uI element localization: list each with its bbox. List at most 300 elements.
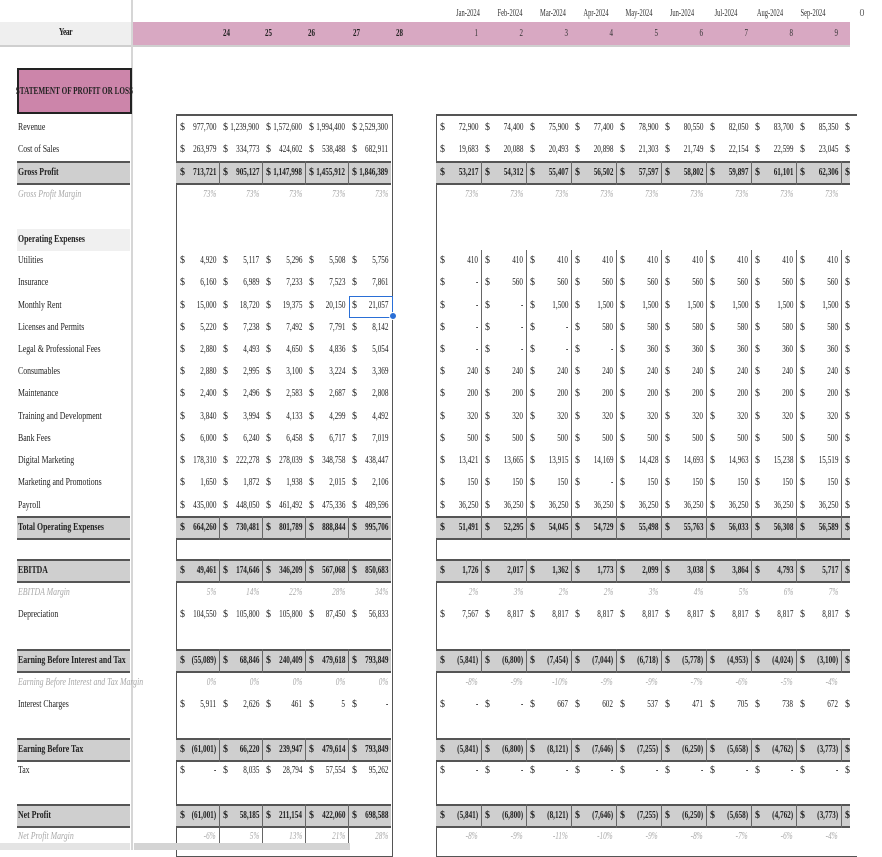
annual-cell-digital-marketing[interactable] [349,450,391,472]
annual-cell-net-profit-margin[interactable] [349,826,391,848]
statement-title[interactable] [17,68,132,114]
monthly-cell-payroll[interactable] [572,495,616,517]
monthly-cell-cost-of-sales[interactable] [662,139,706,161]
monthly-cell-partial[interactable] [842,472,852,494]
monthly-cell-consumables[interactable] [662,361,706,383]
monthly-cell-ebit[interactable] [797,650,841,672]
monthly-cell-ebitda-margin[interactable] [662,582,706,604]
annual-cell-monthly-rent[interactable] [177,295,219,317]
monthly-cell-partial[interactable] [842,517,852,539]
monthly-cell-monthly-rent[interactable] [662,295,706,317]
monthly-cell-gross-profit-margin[interactable] [752,184,796,206]
monthly-cell-marketing-promotions[interactable] [617,472,661,494]
monthly-cell-tax[interactable] [662,760,706,782]
annual-cell-legal-professional[interactable] [220,339,262,361]
monthly-cell-tax[interactable] [437,760,481,782]
monthly-cell-ebt[interactable] [437,739,481,761]
annual-cell-bank-fees[interactable] [306,428,348,450]
monthly-cell-ebitda[interactable] [527,560,571,582]
monthly-cell-net-profit-margin[interactable] [572,826,616,848]
annual-cell-licenses-permits[interactable] [177,317,219,339]
annual-cell-ebt[interactable] [349,739,391,761]
monthly-cell-bank-fees[interactable] [527,428,571,450]
monthly-cell-partial[interactable] [842,495,852,517]
annual-cell-gross-profit-margin[interactable] [349,184,391,206]
annual-cell-training[interactable] [263,406,305,428]
monthly-cell-net-profit[interactable] [617,805,661,827]
monthly-cell-monthly-rent[interactable] [572,295,616,317]
monthly-cell-maintenance[interactable] [662,383,706,405]
annual-cell-maintenance[interactable] [306,383,348,405]
monthly-cell-bank-fees[interactable] [437,428,481,450]
monthly-cell-total-opex[interactable] [527,517,571,539]
monthly-cell-ebitda[interactable] [752,560,796,582]
row-label-ebit[interactable] [18,650,130,672]
monthly-cell-cost-of-sales[interactable] [617,139,661,161]
annual-cell-digital-marketing[interactable] [220,450,262,472]
annual-cell-bank-fees[interactable] [263,428,305,450]
annual-cell-ebitda-margin[interactable] [220,582,262,604]
monthly-cell-tax[interactable] [527,760,571,782]
monthly-cell-partial[interactable] [842,272,852,294]
monthly-cell-interest[interactable] [752,694,796,716]
monthly-cell-insurance[interactable] [437,272,481,294]
monthly-cell-partial[interactable] [842,450,852,472]
monthly-cell-depreciation[interactable] [572,604,616,626]
monthly-cell-consumables[interactable] [617,361,661,383]
annual-cell-legal-professional[interactable] [306,339,348,361]
monthly-cell-legal-professional[interactable] [437,339,481,361]
monthly-cell-interest[interactable] [527,694,571,716]
row-label-gross-profit-margin[interactable] [18,184,130,206]
annual-cell-maintenance[interactable] [177,383,219,405]
monthly-cell-net-profit-margin[interactable] [752,826,796,848]
monthly-cell-ebt[interactable] [662,739,706,761]
monthly-cell-partial[interactable] [842,383,852,405]
monthly-cell-licenses-permits[interactable] [572,317,616,339]
monthly-cell-ebt[interactable] [572,739,616,761]
annual-cell-marketing-promotions[interactable] [177,472,219,494]
monthly-cell-cost-of-sales[interactable] [482,139,526,161]
annual-cell-net-profit[interactable] [306,805,348,827]
frozen-pane-divider[interactable] [131,0,133,850]
row-label-cost-of-sales[interactable] [18,139,130,161]
annual-cell-consumables[interactable] [306,361,348,383]
monthly-cell-utilities[interactable] [707,250,751,272]
annual-cell-gross-profit-margin[interactable] [306,184,348,206]
monthly-cell-net-profit[interactable] [527,805,571,827]
row-label-net-profit[interactable] [18,805,130,827]
annual-cell-ebitda-margin[interactable] [177,582,219,604]
annual-cell-ebit[interactable] [177,650,219,672]
monthly-cell-consumables[interactable] [437,361,481,383]
monthly-cell-digital-marketing[interactable] [482,450,526,472]
monthly-cell-utilities[interactable] [572,250,616,272]
monthly-cell-ebit[interactable] [662,650,706,672]
monthly-cell-payroll[interactable] [797,495,841,517]
row-label-total-opex[interactable] [18,517,130,539]
annual-cell-monthly-rent[interactable] [220,295,262,317]
monthly-cell-ebt[interactable] [752,739,796,761]
monthly-cell-ebitda-margin[interactable] [527,582,571,604]
monthly-cell-gross-profit[interactable] [707,162,751,184]
monthly-cell-partial[interactable] [842,139,852,161]
monthly-cell-ebitda[interactable] [662,560,706,582]
monthly-cell-ebit[interactable] [482,650,526,672]
monthly-cell-marketing-promotions[interactable] [752,472,796,494]
annual-cell-cost-of-sales[interactable] [177,139,219,161]
monthly-cell-ebit[interactable] [707,650,751,672]
monthly-cell-monthly-rent[interactable] [527,295,571,317]
annual-cell-consumables[interactable] [177,361,219,383]
monthly-cell-cost-of-sales[interactable] [752,139,796,161]
monthly-cell-gross-profit[interactable] [527,162,571,184]
annual-cell-revenue[interactable] [306,117,348,139]
monthly-cell-depreciation[interactable] [662,604,706,626]
monthly-cell-revenue[interactable] [437,117,481,139]
monthly-cell-monthly-rent[interactable] [437,295,481,317]
monthly-cell-total-opex[interactable] [482,517,526,539]
monthly-cell-monthly-rent[interactable] [752,295,796,317]
monthly-cell-ebitda[interactable] [482,560,526,582]
annual-cell-cost-of-sales[interactable] [349,139,391,161]
monthly-cell-training[interactable] [752,406,796,428]
monthly-cell-partial[interactable] [842,295,852,317]
annual-cell-legal-professional[interactable] [263,339,305,361]
monthly-cell-cost-of-sales[interactable] [437,139,481,161]
monthly-cell-interest[interactable] [797,694,841,716]
monthly-cell-marketing-promotions[interactable] [707,472,751,494]
annual-cell-depreciation[interactable] [306,604,348,626]
monthly-cell-ebit-margin[interactable] [572,672,616,694]
monthly-cell-licenses-permits[interactable] [617,317,661,339]
annual-cell-consumables[interactable] [349,361,391,383]
monthly-cell-net-profit[interactable] [707,805,751,827]
monthly-cell-training[interactable] [662,406,706,428]
monthly-cell-bank-fees[interactable] [617,428,661,450]
annual-cell-gross-profit[interactable] [349,162,391,184]
monthly-cell-licenses-permits[interactable] [707,317,751,339]
monthly-cell-monthly-rent[interactable] [482,295,526,317]
horizontal-scrollbar[interactable] [134,843,350,850]
annual-cell-payroll[interactable] [263,495,305,517]
annual-cell-utilities[interactable] [220,250,262,272]
row-label-ebitda[interactable] [18,560,130,582]
monthly-cell-net-profit[interactable] [482,805,526,827]
monthly-cell-maintenance[interactable] [707,383,751,405]
annual-cell-cost-of-sales[interactable] [306,139,348,161]
monthly-cell-cost-of-sales[interactable] [707,139,751,161]
monthly-cell-gross-profit[interactable] [797,162,841,184]
annual-cell-interest[interactable] [349,694,391,716]
monthly-cell-gross-profit-margin[interactable] [662,184,706,206]
annual-cell-ebit[interactable] [349,650,391,672]
monthly-cell-tax[interactable] [752,760,796,782]
monthly-cell-net-profit[interactable] [437,805,481,827]
monthly-cell-payroll[interactable] [752,495,796,517]
annual-cell-ebit-margin[interactable] [263,672,305,694]
annual-cell-ebitda[interactable] [177,560,219,582]
monthly-cell-legal-professional[interactable] [617,339,661,361]
annual-cell-cost-of-sales[interactable] [263,139,305,161]
annual-cell-revenue[interactable] [263,117,305,139]
monthly-cell-insurance[interactable] [572,272,616,294]
annual-cell-ebit-margin[interactable] [177,672,219,694]
monthly-cell-partial[interactable] [842,361,852,383]
monthly-cell-ebitda-margin[interactable] [482,582,526,604]
annual-cell-total-opex[interactable] [349,517,391,539]
monthly-cell-partial[interactable] [842,760,852,782]
monthly-cell-legal-professional[interactable] [752,339,796,361]
annual-cell-gross-profit[interactable] [220,162,262,184]
monthly-cell-legal-professional[interactable] [707,339,751,361]
monthly-cell-gross-profit-margin[interactable] [437,184,481,206]
annual-cell-training[interactable] [220,406,262,428]
annual-cell-ebit-margin[interactable] [306,672,348,694]
monthly-cell-partial[interactable] [842,317,852,339]
monthly-cell-digital-marketing[interactable] [797,450,841,472]
monthly-cell-net-profit-margin[interactable] [662,826,706,848]
monthly-cell-utilities[interactable] [482,250,526,272]
monthly-cell-maintenance[interactable] [437,383,481,405]
monthly-cell-ebit-margin[interactable] [437,672,481,694]
monthly-cell-insurance[interactable] [797,272,841,294]
monthly-cell-total-opex[interactable] [617,517,661,539]
monthly-cell-revenue[interactable] [797,117,841,139]
monthly-cell-net-profit-margin[interactable] [527,826,571,848]
monthly-cell-marketing-promotions[interactable] [482,472,526,494]
annual-cell-ebitda-margin[interactable] [349,582,391,604]
monthly-cell-ebt[interactable] [482,739,526,761]
monthly-cell-cost-of-sales[interactable] [797,139,841,161]
annual-cell-tax[interactable] [349,760,391,782]
annual-cell-payroll[interactable] [220,495,262,517]
monthly-cell-ebt[interactable] [797,739,841,761]
monthly-cell-gross-profit-margin[interactable] [527,184,571,206]
monthly-cell-payroll[interactable] [437,495,481,517]
annual-cell-ebit[interactable] [263,650,305,672]
annual-cell-digital-marketing[interactable] [306,450,348,472]
monthly-cell-licenses-permits[interactable] [752,317,796,339]
monthly-cell-consumables[interactable] [527,361,571,383]
annual-cell-interest[interactable] [306,694,348,716]
annual-cell-net-profit[interactable] [177,805,219,827]
monthly-cell-depreciation[interactable] [482,604,526,626]
annual-cell-consumables[interactable] [263,361,305,383]
monthly-cell-maintenance[interactable] [572,383,616,405]
monthly-cell-revenue[interactable] [707,117,751,139]
monthly-cell-training[interactable] [482,406,526,428]
monthly-cell-ebitda[interactable] [617,560,661,582]
monthly-cell-partial[interactable] [842,406,852,428]
annual-cell-licenses-permits[interactable] [263,317,305,339]
annual-cell-training[interactable] [177,406,219,428]
monthly-cell-payroll[interactable] [707,495,751,517]
annual-cell-payroll[interactable] [177,495,219,517]
annual-cell-ebitda[interactable] [306,560,348,582]
annual-cell-maintenance[interactable] [220,383,262,405]
monthly-cell-ebit[interactable] [617,650,661,672]
annual-cell-bank-fees[interactable] [349,428,391,450]
monthly-cell-ebit-margin[interactable] [482,672,526,694]
monthly-cell-revenue[interactable] [662,117,706,139]
monthly-cell-partial[interactable] [842,162,852,184]
monthly-cell-total-opex[interactable] [797,517,841,539]
monthly-cell-total-opex[interactable] [752,517,796,539]
monthly-cell-ebit-margin[interactable] [752,672,796,694]
monthly-cell-maintenance[interactable] [752,383,796,405]
monthly-cell-gross-profit[interactable] [662,162,706,184]
monthly-cell-partial[interactable] [842,560,852,582]
row-label-bank-fees[interactable] [18,428,130,450]
monthly-cell-consumables[interactable] [752,361,796,383]
annual-cell-ebt[interactable] [177,739,219,761]
monthly-cell-ebit-margin[interactable] [527,672,571,694]
annual-cell-gross-profit[interactable] [306,162,348,184]
annual-cell-ebt[interactable] [306,739,348,761]
monthly-cell-interest[interactable] [662,694,706,716]
annual-cell-ebitda-margin[interactable] [263,582,305,604]
monthly-cell-partial[interactable] [842,117,852,139]
monthly-cell-utilities[interactable] [797,250,841,272]
monthly-cell-interest[interactable] [617,694,661,716]
row-label-training[interactable] [18,406,130,428]
annual-cell-depreciation[interactable] [177,604,219,626]
annual-cell-total-opex[interactable] [177,517,219,539]
monthly-cell-legal-professional[interactable] [662,339,706,361]
annual-cell-maintenance[interactable] [263,383,305,405]
monthly-cell-partial[interactable] [842,739,852,761]
monthly-cell-bank-fees[interactable] [482,428,526,450]
monthly-cell-ebitda-margin[interactable] [572,582,616,604]
monthly-cell-ebitda[interactable] [437,560,481,582]
monthly-cell-bank-fees[interactable] [572,428,616,450]
monthly-cell-digital-marketing[interactable] [527,450,571,472]
monthly-cell-ebitda-margin[interactable] [752,582,796,604]
monthly-cell-net-profit[interactable] [797,805,841,827]
monthly-cell-consumables[interactable] [797,361,841,383]
annual-cell-marketing-promotions[interactable] [263,472,305,494]
selected-cell-monthly-rent-y28[interactable] [349,296,393,318]
annual-cell-ebitda[interactable] [263,560,305,582]
monthly-cell-payroll[interactable] [617,495,661,517]
annual-cell-interest[interactable] [220,694,262,716]
annual-cell-ebitda[interactable] [349,560,391,582]
monthly-cell-ebit[interactable] [752,650,796,672]
monthly-cell-training[interactable] [437,406,481,428]
monthly-cell-insurance[interactable] [662,272,706,294]
annual-cell-training[interactable] [306,406,348,428]
monthly-cell-marketing-promotions[interactable] [572,472,616,494]
monthly-cell-net-profit-margin[interactable] [797,826,841,848]
annual-cell-ebit-margin[interactable] [220,672,262,694]
annual-cell-ebit[interactable] [220,650,262,672]
annual-cell-payroll[interactable] [306,495,348,517]
row-label-utilities[interactable] [18,250,130,272]
monthly-cell-monthly-rent[interactable] [797,295,841,317]
annual-cell-gross-profit[interactable] [263,162,305,184]
monthly-cell-tax[interactable] [482,760,526,782]
annual-cell-ebt[interactable] [263,739,305,761]
monthly-cell-training[interactable] [527,406,571,428]
monthly-cell-tax[interactable] [572,760,616,782]
row-label-ebitda-margin[interactable] [18,582,130,604]
monthly-cell-maintenance[interactable] [617,383,661,405]
monthly-cell-utilities[interactable] [752,250,796,272]
monthly-cell-ebit[interactable] [572,650,616,672]
annual-cell-insurance[interactable] [177,272,219,294]
monthly-cell-licenses-permits[interactable] [437,317,481,339]
annual-cell-net-profit[interactable] [263,805,305,827]
annual-cell-bank-fees[interactable] [220,428,262,450]
monthly-cell-monthly-rent[interactable] [707,295,751,317]
annual-cell-depreciation[interactable] [263,604,305,626]
monthly-cell-net-profit-margin[interactable] [707,826,751,848]
annual-cell-utilities[interactable] [349,250,391,272]
monthly-cell-ebit-margin[interactable] [662,672,706,694]
annual-cell-insurance[interactable] [220,272,262,294]
monthly-cell-training[interactable] [572,406,616,428]
monthly-cell-gross-profit-margin[interactable] [572,184,616,206]
monthly-cell-bank-fees[interactable] [707,428,751,450]
monthly-cell-marketing-promotions[interactable] [437,472,481,494]
monthly-cell-marketing-promotions[interactable] [527,472,571,494]
monthly-cell-insurance[interactable] [617,272,661,294]
annual-cell-payroll[interactable] [349,495,391,517]
monthly-cell-ebit-margin[interactable] [707,672,751,694]
row-label-monthly-rent[interactable] [18,295,130,317]
monthly-cell-ebitda[interactable] [572,560,616,582]
monthly-cell-interest[interactable] [572,694,616,716]
annual-cell-legal-professional[interactable] [177,339,219,361]
annual-cell-gross-profit-margin[interactable] [220,184,262,206]
monthly-cell-ebit-margin[interactable] [617,672,661,694]
annual-cell-depreciation[interactable] [349,604,391,626]
monthly-cell-ebitda-margin[interactable] [617,582,661,604]
annual-cell-net-profit[interactable] [220,805,262,827]
annual-cell-interest[interactable] [263,694,305,716]
monthly-cell-cost-of-sales[interactable] [527,139,571,161]
monthly-cell-bank-fees[interactable] [662,428,706,450]
annual-cell-tax[interactable] [306,760,348,782]
monthly-cell-payroll[interactable] [527,495,571,517]
monthly-cell-depreciation[interactable] [437,604,481,626]
annual-cell-interest[interactable] [177,694,219,716]
annual-cell-tax[interactable] [177,760,219,782]
monthly-cell-cost-of-sales[interactable] [572,139,616,161]
monthly-cell-partial[interactable] [842,339,852,361]
row-label-operating-expenses[interactable] [18,229,130,251]
monthly-cell-net-profit[interactable] [752,805,796,827]
monthly-cell-maintenance[interactable] [797,383,841,405]
monthly-cell-total-opex[interactable] [437,517,481,539]
monthly-cell-depreciation[interactable] [797,604,841,626]
annual-cell-gross-profit-margin[interactable] [177,184,219,206]
monthly-cell-partial[interactable] [842,604,852,626]
monthly-cell-ebit-margin[interactable] [797,672,841,694]
annual-cell-licenses-permits[interactable] [306,317,348,339]
monthly-cell-gross-profit-margin[interactable] [797,184,841,206]
monthly-cell-partial[interactable] [842,650,852,672]
monthly-cell-digital-marketing[interactable] [572,450,616,472]
monthly-cell-gross-profit[interactable] [572,162,616,184]
row-label-legal-professional[interactable] [18,339,130,361]
row-label-interest[interactable] [18,694,130,716]
annual-cell-revenue[interactable] [220,117,262,139]
annual-cell-marketing-promotions[interactable] [349,472,391,494]
monthly-cell-legal-professional[interactable] [527,339,571,361]
annual-cell-revenue[interactable] [349,117,391,139]
